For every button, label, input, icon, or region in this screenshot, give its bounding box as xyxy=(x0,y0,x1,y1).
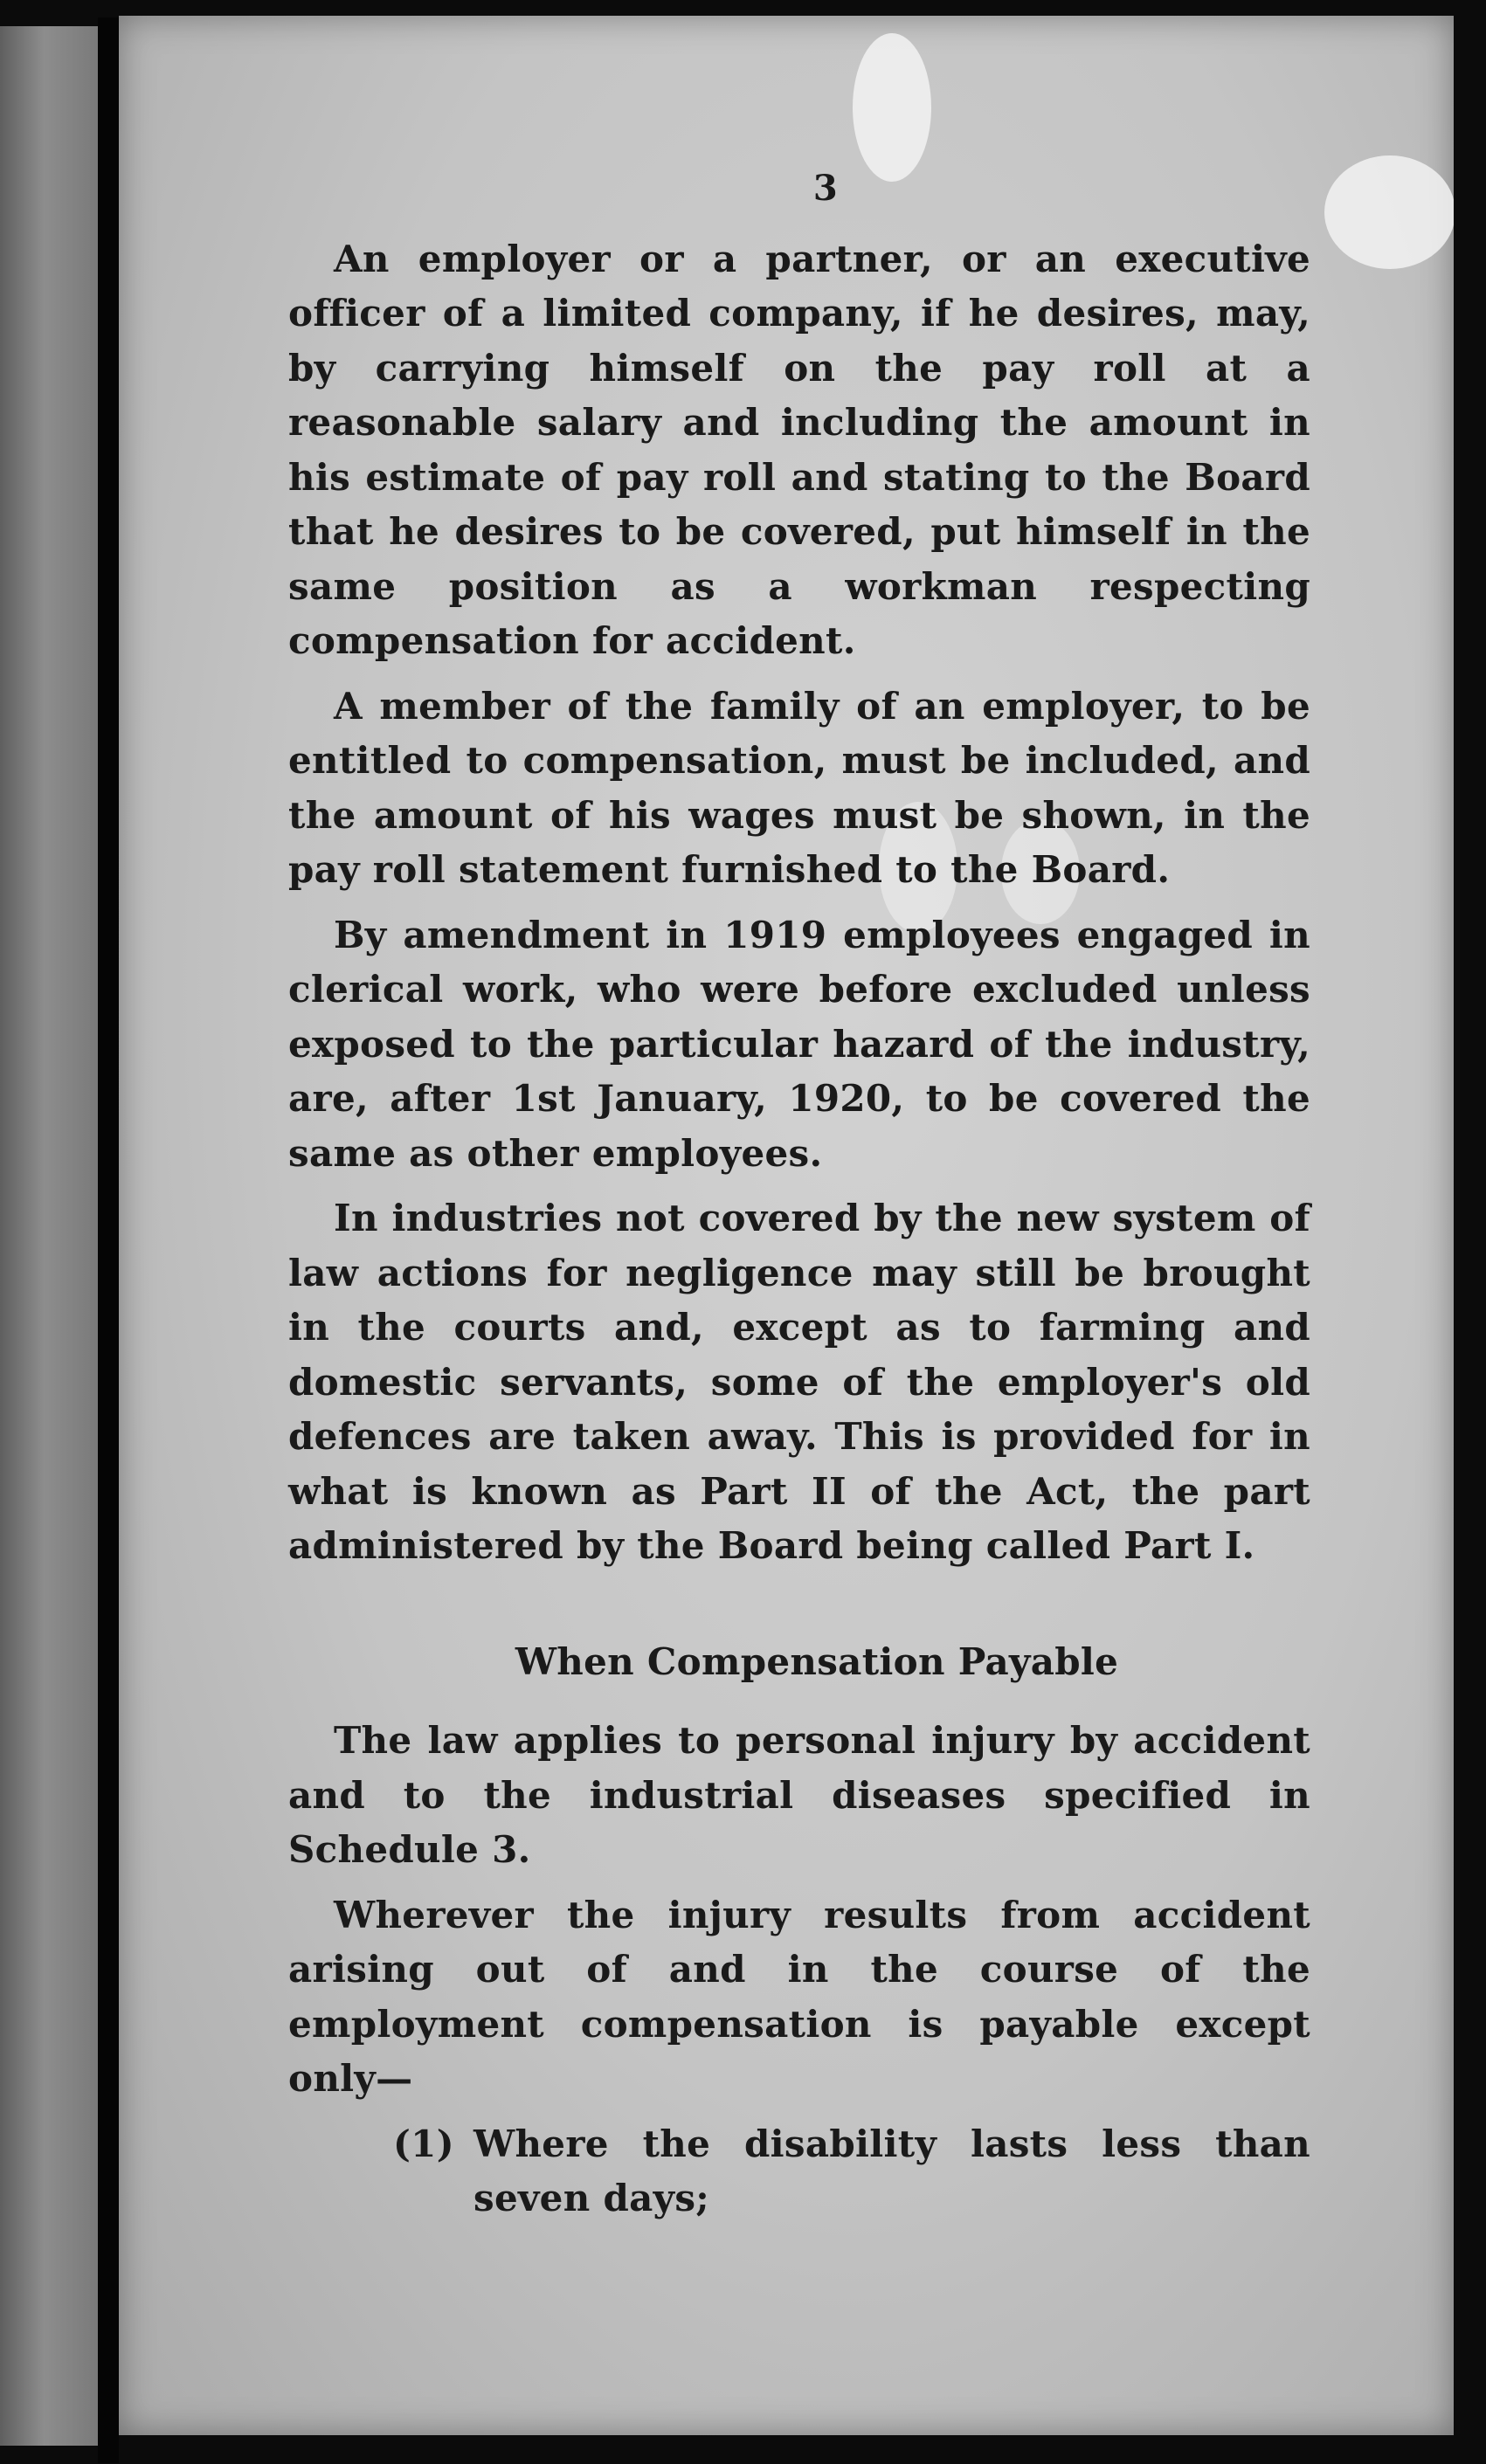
paper-damage-spot xyxy=(1324,155,1455,269)
page-text xyxy=(288,162,1310,2226)
page-gutter xyxy=(98,17,119,2463)
list-item xyxy=(288,2117,1310,2226)
list-item-number: (1) xyxy=(393,2122,454,2165)
paragraph-clerical-amendment: By amendment in 1919 employees engaged in clerical work, who were before excluded unless exposed to the particular hazard of the industry, are, after 1st January, 1920, to be covered the same as other employees. xyxy=(288,913,1310,1175)
scan-border-right xyxy=(1454,0,1486,2464)
paragraph-uncovered-industries: In industries not covered by the new system of law actions for negligence may still be brought in the courts and, except as to farming and domestic servants, some of the employer's old defences are taken away. This is provided for in what is known as Part II of the Act, the part administered by the Board being called Part I. xyxy=(288,1197,1310,1567)
paragraph-compensation-payable: Wherever the injury results from accident arising out of and in the course of the employment compensation is payable except only— xyxy=(288,1893,1310,2100)
paragraph-law-applies: The law applies to personal injury by accident and to the industrial diseases specified in Schedule 3. xyxy=(288,1719,1310,1871)
paragraph-family-member: A member of the family of an employer, to be entitled to compensation, must be included, and the amount of his wages must be shown, in the pay roll statement furnished to the Board. xyxy=(288,684,1310,891)
facing-page-edge xyxy=(0,26,98,2446)
section-heading: When Compensation Payable xyxy=(515,1639,1119,1683)
paper-damage-spot xyxy=(853,33,931,182)
list-item-text: Where the disability lasts less than seven days; xyxy=(473,2122,1310,2219)
paragraph-employer-coverage: An employer or a partner, or an executive officer of a limited company, if he desires, may, by carrying himself on the pay roll at a reasonable salary and including the amount in his estimate of pay roll and stating to the Board that he desires to be covered, put himself in the same position as a workman respecting compensation for accident. xyxy=(288,237,1310,662)
page-number: 3 xyxy=(812,168,839,209)
